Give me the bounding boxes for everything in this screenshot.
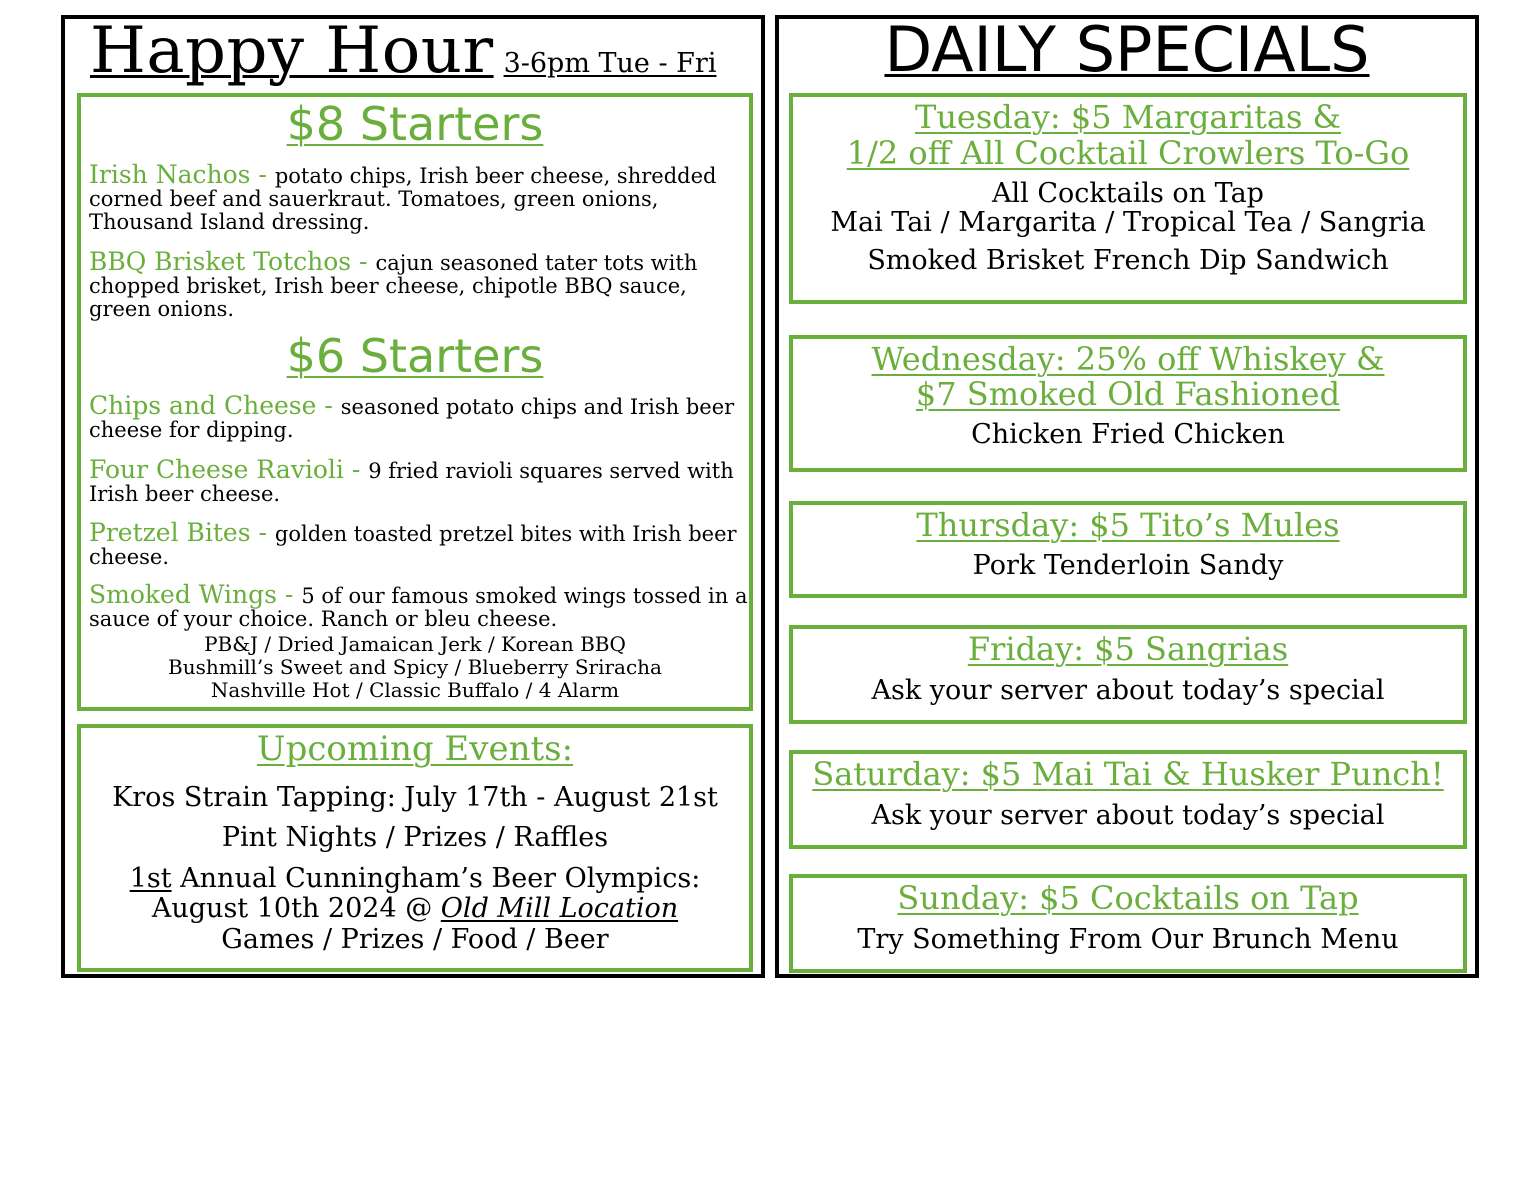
daily-specials-title: DAILY SPECIALS xyxy=(884,13,1370,86)
upcoming-events-box xyxy=(77,724,753,972)
event-line: Pint Nights / Prizes / Raffles xyxy=(221,822,609,853)
special-line: Mai Tai / Margarita / Tropical Tea / Sangria xyxy=(830,207,1426,238)
special-sunday xyxy=(789,874,1467,973)
menu-item-chips-and-cheese xyxy=(89,391,749,442)
six-starters-heading: $6 Starters xyxy=(286,329,544,383)
menu-item-desc: potato chips, Irish beer cheese, shredded corned beef and sauerkraut. Tomatoes, green onions, Thousand Island dressing. xyxy=(89,164,717,234)
event-olympics-title xyxy=(81,863,749,894)
special-heading: Friday: $5 Sangrias xyxy=(967,630,1289,668)
menu-item-smoked-wings xyxy=(89,580,749,631)
menu-item-desc: cajun seasoned tater tots with chopped brisket, Irish beer cheese, chipotle BBQ sauce, green onions. xyxy=(89,251,698,321)
special-tuesday xyxy=(789,93,1467,304)
menu-item-name: Four Cheese Ravioli - xyxy=(89,455,369,484)
menu-item-name: Irish Nachos - xyxy=(89,160,275,189)
event-olympics-date xyxy=(81,893,749,924)
menu-item-four-cheese-ravioli xyxy=(89,455,749,506)
menu-item-desc: golden toasted pretzel bites with Irish beer cheese. xyxy=(89,522,737,569)
happy-hour-panel xyxy=(61,15,765,978)
menu-item-name: Chips and Cheese - xyxy=(89,391,341,420)
menu-item-desc: 9 fried ravioli squares served with Irish beer cheese. xyxy=(89,459,734,506)
special-line: All Cocktails on Tap xyxy=(992,178,1264,209)
event-location: Old Mill Location xyxy=(440,893,679,924)
event-olympics-name: Annual Cunningham’s Beer Olympics: xyxy=(171,863,701,894)
special-line: Chicken Fried Chicken xyxy=(971,419,1285,450)
wing-flavor-line: Bushmill’s Sweet and Spicy / Blueberry Sriracha xyxy=(168,655,662,679)
menu-item-name: Smoked Wings - xyxy=(89,580,302,609)
event-ordinal: 1st xyxy=(129,863,172,894)
event-line: Kros Strain Tapping: July 17th - August 21st xyxy=(112,782,718,813)
events-heading: Upcoming Events: xyxy=(256,729,574,769)
wing-flavor-line: Nashville Hot / Classic Buffalo / 4 Alarm xyxy=(210,678,620,702)
special-heading: Sunday: $5 Cocktails on Tap xyxy=(897,879,1359,917)
event-line: Games / Prizes / Food / Beer xyxy=(221,924,609,955)
daily-specials-panel xyxy=(775,15,1479,978)
menu-item-name: Pretzel Bites - xyxy=(89,518,275,547)
menu-item-desc: 5 of our famous smoked wings tossed in a sauce of your choice. Ranch or bleu cheese. xyxy=(89,584,748,631)
menu-item-name: BBQ Brisket Totchos - xyxy=(89,247,376,276)
starters-box xyxy=(77,93,753,711)
special-saturday xyxy=(789,750,1467,849)
special-line: Try Something From Our Brunch Menu xyxy=(857,924,1399,955)
happy-hour-header xyxy=(90,14,750,88)
special-wednesday xyxy=(789,335,1467,472)
special-heading: Wednesday: 25% off Whiskey & xyxy=(871,340,1385,378)
special-line: Ask your server about today’s special xyxy=(871,675,1385,706)
special-heading: Tuesday: $5 Margaritas & xyxy=(914,98,1342,136)
event-date: August 10th 2024 @ xyxy=(151,893,441,924)
special-heading: $7 Smoked Old Fashioned xyxy=(915,375,1341,413)
menu-item-irish-nachos xyxy=(89,160,749,234)
eight-starters-heading: $8 Starters xyxy=(286,97,544,151)
special-line: Smoked Brisket French Dip Sandwich xyxy=(867,245,1389,276)
special-thursday xyxy=(789,501,1467,598)
special-heading: Thursday: $5 Tito’s Mules xyxy=(916,506,1340,544)
special-heading: Saturday: $5 Mai Tai & Husker Punch! xyxy=(812,755,1444,793)
happy-hour-hours: 3-6pm Tue - Fri xyxy=(503,48,717,79)
menu-item-pretzel-bites xyxy=(89,518,749,569)
special-friday xyxy=(789,625,1467,724)
special-line: Ask your server about today’s special xyxy=(871,800,1385,831)
menu-item-desc: seasoned potato chips and Irish beer cheese for dipping. xyxy=(89,395,735,442)
special-heading: 1/2 off All Cocktail Crowlers To-Go xyxy=(846,134,1410,172)
wing-flavor-line: PB&J / Dried Jamaican Jerk / Korean BBQ xyxy=(204,632,626,656)
menu-item-bbq-brisket-totchos xyxy=(89,247,749,321)
special-line: Pork Tenderloin Sandy xyxy=(972,550,1284,581)
happy-hour-title: Happy Hour xyxy=(90,14,494,88)
